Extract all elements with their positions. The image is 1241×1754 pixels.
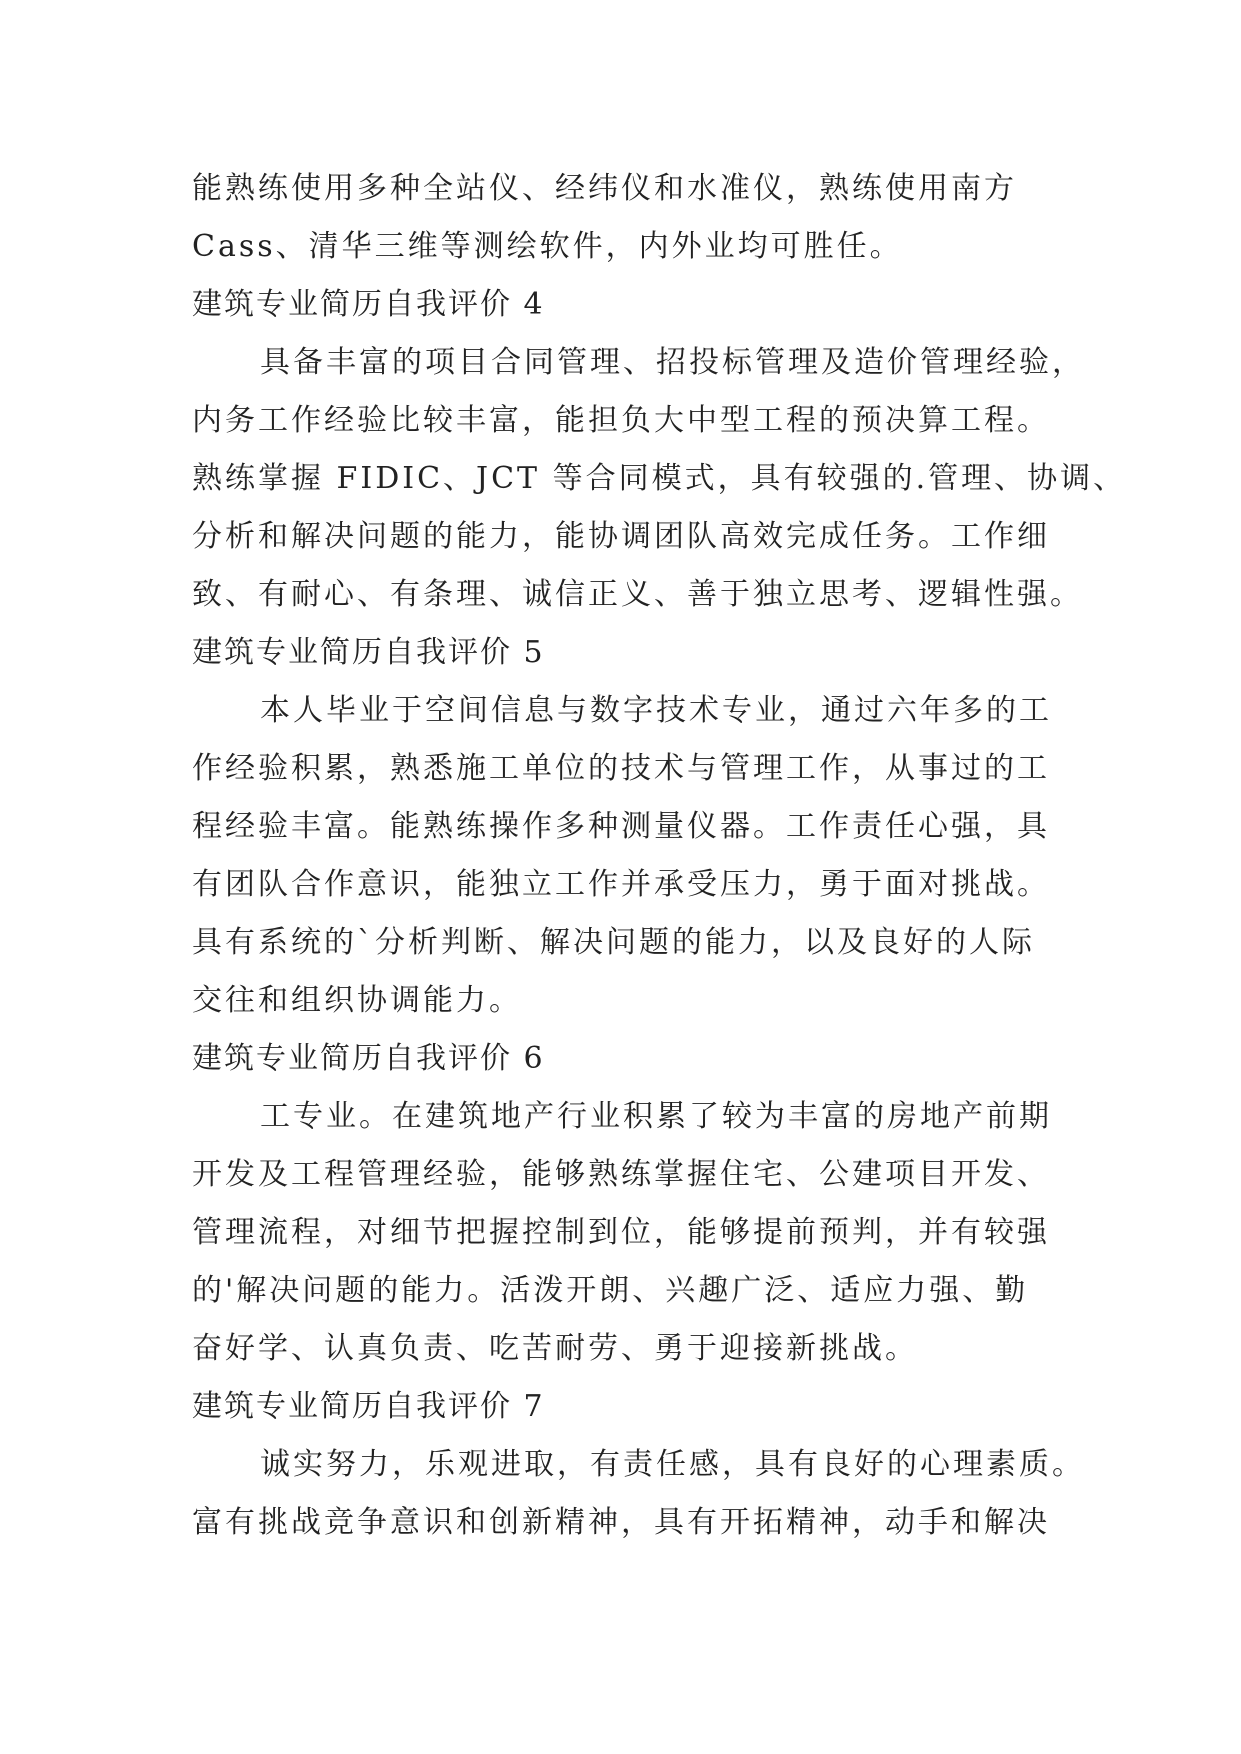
paragraph-7 [192,1436,1085,1552]
paragraph-line: 交往和组织协调能力。 [192,983,522,1018]
section-heading-6: 建筑专业简历自我评价 6 [192,1041,545,1076]
paragraph-line: 程经验丰富。能熟练操作多种测量仪器。工作责任心强，具 [192,809,1050,844]
paragraph-line: 富有挑战竞争意识和创新精神，具有开拓精神，动手和解决 [192,1505,1050,1540]
paragraph-line: 分析和解决问题的能力，能协调团队高效完成任务。工作细 [192,519,1050,554]
paragraph-line: 作经验积累，熟悉施工单位的技术与管理工作，从事过的工 [192,751,1050,786]
paragraph-line: 致、有耐心、有条理、诚信正义、善于独立思考、逻辑性强。 [192,577,1083,612]
section-heading-4: 建筑专业简历自我评价 4 [192,287,545,322]
paragraph-line: Cass、清华三维等测绘软件，内外业均可胜任。 [192,229,903,264]
paragraph-line: 管理流程，对细节把握控制到位，能够提前预判，并有较强 [192,1215,1050,1250]
paragraph-line: 本人毕业于空间信息与数字技术专业，通过六年多的工 [260,693,1052,728]
paragraph-line: 开发及工程管理经验，能够熟练掌握住宅、公建项目开发、 [192,1157,1050,1192]
paragraph-line: 诚实努力，乐观进取，有责任感，具有良好的心理素质。 [260,1447,1085,1482]
paragraph-line: 具备丰富的项目合同管理、招投标管理及造价管理经验， [260,345,1085,380]
paragraph-line: 熟练掌握 FIDIC、JCT 等合同模式，具有较强的.管理、协调、 [192,461,1127,496]
paragraph-line: 奋好学、认真负责、吃苦耐劳、勇于迎接新挑战。 [192,1331,918,1366]
document-body [192,160,1127,1552]
section-heading-5: 建筑专业简历自我评价 5 [192,635,545,670]
section-heading-7: 建筑专业简历自我评价 7 [192,1389,545,1424]
paragraph-6 [192,1088,1062,1378]
paragraph-line: 的'解决问题的能力。活泼开朗、兴趣广泛、适应力强、勤 [192,1273,1029,1308]
paragraph-line: 有团队合作意识，能独立工作并承受压力，勇于面对挑战。 [192,867,1050,902]
paragraph-line: 能熟练使用多种全站仪、经纬仪和水准仪，熟练使用南方 [192,171,1017,206]
paragraph-5 [192,682,1062,1030]
paragraph-line: 工专业。在建筑地产行业积累了较为丰富的房地产前期 [260,1099,1052,1134]
paragraph-line: 内务工作经验比较丰富，能担负大中型工程的预决算工程。 [192,403,1050,438]
paragraph-line: 具有系统的`分析判断、解决问题的能力，以及良好的人际 [192,925,1035,960]
paragraph-4 [192,334,1127,624]
paragraph-continued [192,160,1062,276]
